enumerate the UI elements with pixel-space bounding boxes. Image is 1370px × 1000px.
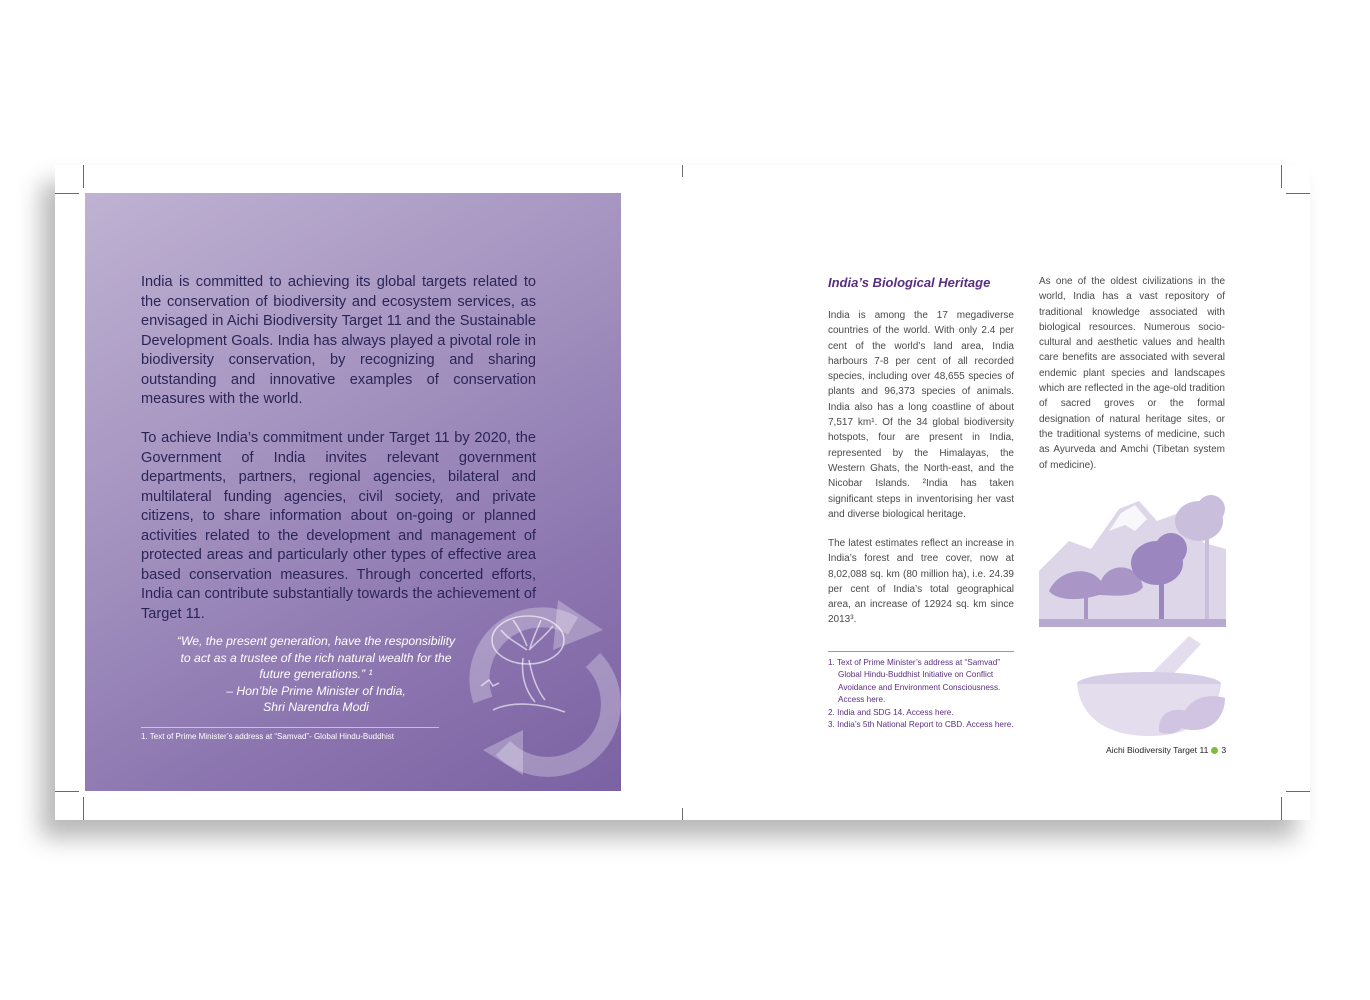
mortar-pestle-herb-icon (1077, 630, 1229, 740)
crop-mark (55, 193, 79, 194)
footnote-list (828, 657, 1018, 731)
pm-quote (171, 633, 461, 716)
quote-attribution-title: – Hon’ble Prime Minister of India, (226, 683, 406, 698)
crop-mark (83, 165, 84, 188)
quote-text: “We, the present generation, have the responsibility to act as a trustee of the rich natural wealth for the future generations.” ¹ (176, 634, 456, 681)
crop-mark (1281, 797, 1282, 820)
crop-mark (682, 165, 683, 177)
forest-cover-paragraph: The latest estimates reflect an increase in India’s forest and tree cover, now at 8,02,088 sq. km (80 million ha), i.e. 24.39 per cent of India’s total geographical area, an increase of 12924 sq. km since 2013³. (828, 538, 1014, 626)
megadiverse-paragraph: India is among the 17 megadiverse countries of the world. With only 2.4 per cent of the world’s land area, India harbours 7-8 per cent of all recorded species, including over 48,655 species of plants and 96,373 species of animals. India also has a long coastline of about 7,517 km¹. Of the 34 global biodiversity hotspots, four are present in India, represented by the Himalayas, the Western Ghats, the North-east, and the Nicobar Islands. ²India has taken significant steps in inventorising her vast and diverse biological heritage. (828, 310, 1014, 520)
page-spread (55, 165, 1310, 820)
folio-title: Aichi Biodiversity Target 11 (1106, 745, 1209, 755)
footnote-item: 3. India’s 5th National Report to CBD. Access here. (828, 720, 1014, 730)
commitment-paragraph: India is committed to achieving its global targets related to the conservation of biodiversity and ecosystem services, as envisaged in Aichi Biodiversity Target 11 and the Sustainable Development Goals. India has always played a pivotal role in biodiversity conservation, by recognizing and sharing outstanding and innovative examples of conservation measures with the world. (141, 274, 536, 407)
page-footer (1106, 745, 1226, 755)
crop-mark (1286, 193, 1310, 194)
crop-mark (83, 797, 84, 820)
green-dot-icon (1211, 747, 1218, 754)
crop-mark (1281, 165, 1282, 188)
quote-attribution-name: Shri Narendra Modi (263, 700, 369, 714)
left-footnote: 1. Text of Prime Minister’s address at “Samvad”- Global Hindu-Buddhist (141, 732, 394, 741)
footnote-item: 2. India and SDG 14. Access here. (828, 707, 954, 717)
mountain-trees-illustration-icon (1039, 491, 1226, 627)
left-purple-panel (85, 193, 621, 791)
crop-mark (55, 791, 79, 792)
crop-mark (682, 808, 683, 820)
footnote-item: 1. Text of Prime Minister’s address at “Samvad” Global Hindu-Buddhist Initiative on Conflict Avoidance and Environment Consciousness. Access here. (828, 658, 1001, 705)
footnote-divider (141, 727, 439, 728)
crop-mark (1286, 791, 1310, 792)
section-heading: India’s Biological Heritage (828, 275, 991, 290)
footnote-divider (828, 651, 1014, 652)
traditional-knowledge-paragraph: As one of the oldest civilizations in the world, India has a vast repository of traditional knowledge associated with biological resources. Numerous socio-cultural and aesthetic values and health care benefits are associated with several endemic plant species and landscapes which are reflected in the age-old tradition of sacred groves or the formal designation of natural heritage sites, or the traditional systems of medicine, such as Ayurveda and Amchi (Tibetan system of medicine). (1039, 276, 1225, 471)
invitation-paragraph: To achieve India’s commitment under Target 11 by 2020, the Government of India invites relevant government departments, partners, regional agencies, bilateral and multilateral funding agencies, civil society, and private citizens, to share information about on-going or planned activities related to the development and management of protected areas and particularly other types of effective area based conservation measures. Through concerted efforts, India can contribute substantially towards the achievement of Target 11. (141, 430, 536, 622)
page-number: 3 (1221, 745, 1227, 755)
